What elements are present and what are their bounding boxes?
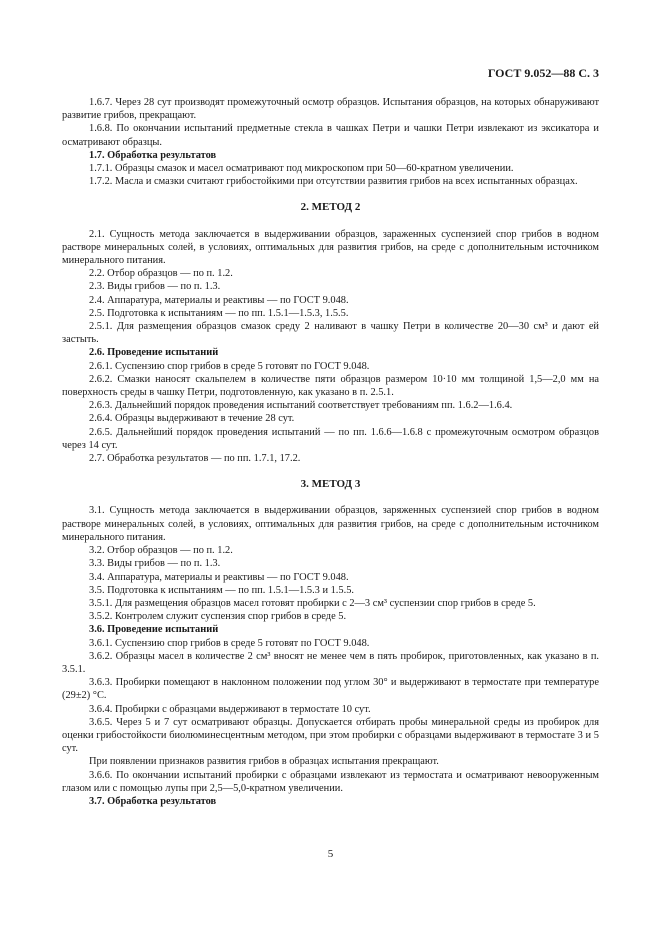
paragraph: 3.1. Сущность метода заключается в выдерживании образцов, заряженных суспензией спор грибов в водном растворе минеральных солей, в условиях, оптимальных для развития грибов, на среде с дополнительным источником минерального питания. — [62, 505, 599, 543]
paragraph: 1.7.1. Образцы смазок и масел осматривают под микроскопом при 50—60-кратном увеличении. — [89, 163, 514, 175]
subsection-heading: 3.6. Проведение испытаний — [89, 624, 219, 636]
paragraph: 2.1. Сущность метода заключается в выдерживании образцов, зараженных суспензией спор грибов в водном растворе минеральных солей, в условиях, оптимальных для развития грибов, на среде с дополнительным источником минерального питания. — [62, 228, 599, 267]
paragraph: 3.6.4. Пробирки с образцами выдерживают в термостате 10 сут. — [89, 703, 371, 715]
subsection-heading: 1.7. Обработка результатов — [89, 149, 217, 161]
subsection-heading: 3.7. Обработка результатов — [89, 795, 217, 807]
paragraph: 2.6.4. Образцы выдерживают в течение 28 сут. — [89, 413, 295, 425]
paragraph: При появлении признаков развития грибов в образцах испытания прекращают. — [89, 756, 439, 768]
paragraph: 3.4. Аппаратура, материалы и реактивы — по ГОСТ 9.048. — [89, 571, 349, 583]
paragraph: 2.7. Обработка результатов — по пп. 1.7.1, 17.2. — [89, 453, 301, 465]
paragraph: 3.6.3. Пробирки помещают в наклонном положении под углом 30° и выдерживают в термостате при температуре (29±2) °С. — [62, 677, 599, 702]
section-heading: 3. МЕТОД 3 — [300, 478, 361, 491]
paragraph: 2.6.2. Смазки наносят скальпелем в количестве пяти образцов размером 10·10 мм толщиной 1,5—2,0 мм на поверхность среды в чашку Петри, подготовленную, как указано в п. 2.5.1. — [62, 373, 599, 399]
page-number: 5 — [327, 848, 334, 860]
paragraph: 3.3. Виды грибов — по п. 1.3. — [89, 558, 221, 570]
paragraph: 2.6.5. Дальнейший порядок проведения испытаний — по пп. 1.6.6—1.6.8 с промежуточным осмотром образцов через 14 сут. — [62, 426, 599, 451]
page-header: ГОСТ 9.052—88 С. 3 — [487, 66, 599, 80]
paragraph: 3.2. Отбор образцов — по п. 1.2. — [89, 545, 233, 557]
paragraph: 3.5.2. Контролем служит суспензия спор грибов в среде 5. — [89, 611, 347, 623]
paragraph: 3.5.1. Для размещения образцов масел готовят пробирки с 2—3 см³ суспензии спор грибов в среде 5. — [89, 597, 536, 609]
paragraph: 1.6.8. По окончании испытаний предметные стекла в чашках Петри и чашки Петри извлекают из эксикатора и осматривают образцы. — [62, 123, 599, 148]
paragraph: 3.6.6. По окончании испытаний пробирки с образцами извлекают из термостата и осматривают невооруженным глазом или с помощью лупы при 2,5—5,0-кратном увеличении. — [62, 769, 599, 794]
paragraph: 3.6.5. Через 5 и 7 сут осматривают образцы. Допускается отбирать пробы минеральной среды из пробирок для оценки грибостойкости биолюминесцентным методом, при этом пробирки с образцами выдерживают в термостате 3 и 5 сут. — [62, 716, 599, 755]
paragraph: 2.2. Отбор образцов — по п. 1.2. — [89, 268, 233, 280]
paragraph: 2.6.1. Суспензию спор грибов в среде 5 готовят по ГОСТ 9.048. — [89, 360, 370, 372]
paragraph: 1.6.7. Через 28 сут производят промежуточный осмотр образцов. Испытания образцов, на которых обнаруживают развитие грибов, прекращают. — [62, 97, 599, 122]
paragraph: 3.5. Подготовка к испытаниям — по пп. 1.5.1—1.5.3 и 1.5.5. — [89, 584, 354, 596]
section-heading: 2. МЕТОД 2 — [300, 201, 361, 214]
paragraph: 3.6.2. Образцы масел в количестве 2 см³ вносят не менее чем в пять пробирок, приготовленных, как указано в п. 3.5.1. — [62, 650, 599, 675]
paragraph: 2.3. Виды грибов — по п. 1.3. — [89, 281, 221, 293]
subsection-heading: 2.6. Проведение испытаний — [89, 347, 219, 359]
paragraph: 2.6.3. Дальнейший порядок проведения испытаний соответствует требованиям пп. 1.6.2—1.6.4. — [89, 400, 513, 412]
paragraph: 2.5. Подготовка к испытаниям — по пп. 1.5.1—1.5.3, 1.5.5. — [89, 307, 349, 319]
paragraph: 3.6.1. Суспензию спор грибов в среде 5 готовят по ГОСТ 9.048. — [89, 637, 370, 649]
document-body — [62, 96, 599, 808]
paragraph: 1.7.2. Масла и смазки считают грибостойкими при отсутствии развития грибов на всех испытанных образцах. — [89, 176, 578, 188]
paragraph: 2.4. Аппаратура, материалы и реактивы — по ГОСТ 9.048. — [89, 294, 349, 306]
paragraph: 2.5.1. Для размещения образцов смазок среду 2 наливают в чашку Петри в количестве 20—30 см³ и дают ей застыть. — [62, 321, 599, 346]
